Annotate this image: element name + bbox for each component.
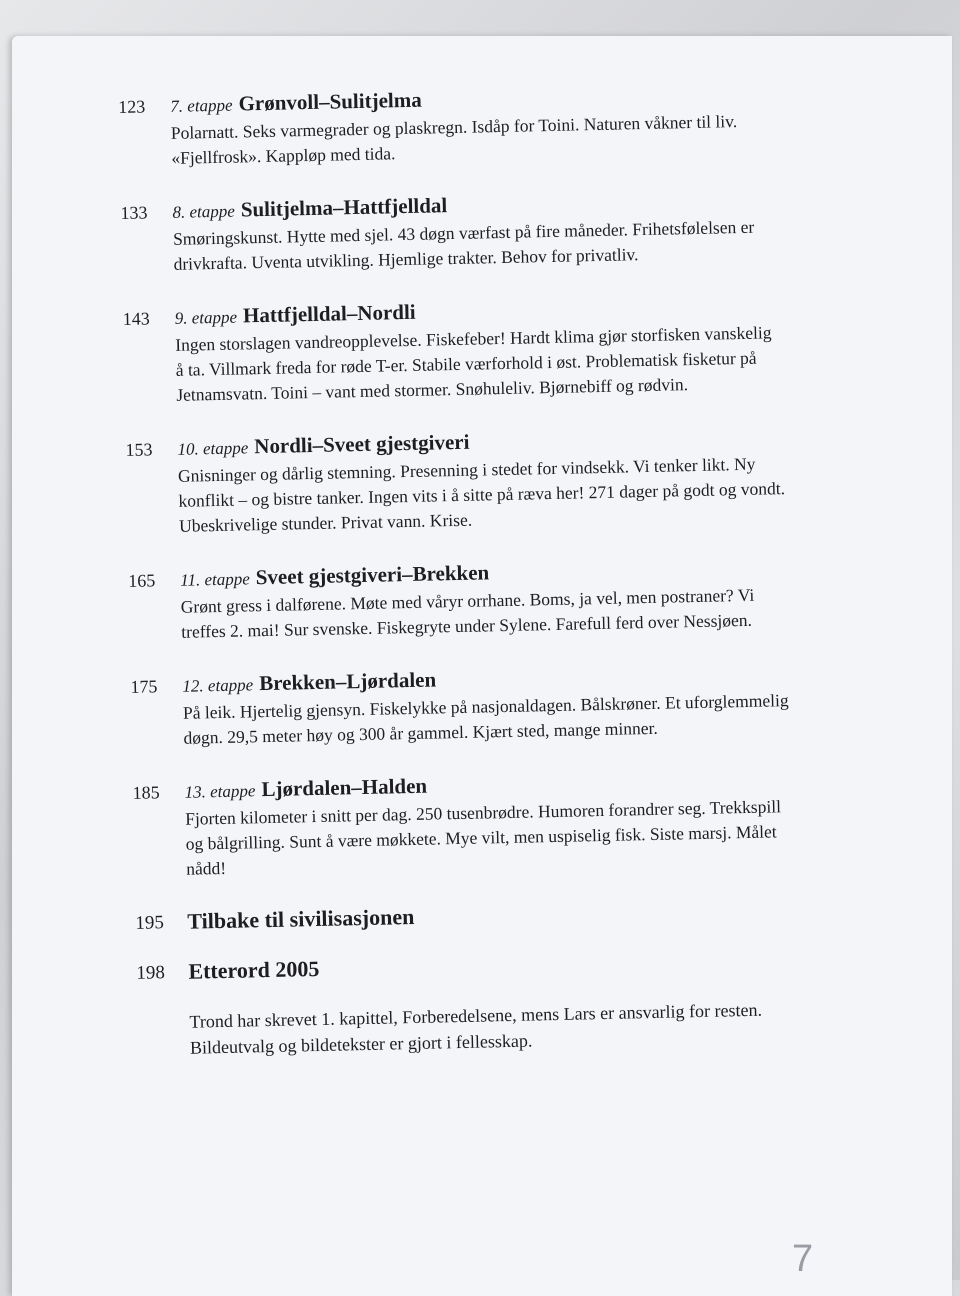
stage-label: 8. etappe [172, 201, 236, 222]
stage-description: Grønt gress i dalførene. Møte med våryr orrhane. Boms, ja vel, men postraner? Vi treffes 2. mai! Sur svenske. Fiskegryte under Sylene. Farefull ferd over Nessjøen. [180, 584, 755, 642]
toc-page-number: 143 [122, 308, 150, 329]
stage-title: Sulitjelma–Hattfjelldal [240, 193, 448, 222]
toc-entry-afterword [136, 946, 796, 986]
toc-heading [187, 896, 795, 935]
stage-description: Gnisninger og dårlig stemning. Presenning i stedet for vindsekk. Vi tenker likt. Ny konflikt – og bistre tanker. Ingen vits i å sitte på ræva her! 271 dager på godt og vondt. Ubeskrivelige stunder. Privat vann. Krise. [177, 453, 786, 536]
stage-label: 10. etappe [177, 438, 249, 459]
toc-page-number: 198 [136, 962, 166, 984]
stage-label: 7. etappe [170, 95, 233, 116]
stage-label: 11. etappe [180, 569, 250, 590]
stage-label: 12. etappe [182, 675, 254, 696]
stage-label: 9. etappe [174, 307, 238, 328]
toc-entry-stage-13 [132, 765, 794, 883]
section-title: Tilbake til sivilisasjonen [187, 903, 415, 934]
authorship-note: Trond har skrevet 1. kapittel, Forberedelsene, mens Lars er ansvarlig for resten. Bildeutvalg og bildetekster er gjort i fellesskap. [189, 999, 763, 1058]
toc-entry-stage-7 [118, 79, 780, 172]
stage-description: På leik. Hjertelig gjensyn. Fiskelykke på nasjonaldagen. Bålskrøner. Et uforglemmelig døgn. 29,5 meter høy og 300 år gammel. Kjært sted, mange minner. [182, 690, 789, 748]
toc-page-number: 123 [118, 96, 146, 117]
toc-entry-stage-11 [128, 553, 790, 646]
toc-page-number: 165 [128, 570, 156, 591]
table-of-contents [118, 79, 798, 1062]
stage-description: Smøringskunst. Hytte med sjel. 43 døgn værfast på fire måneder. Frihetsfølelsen er drivkrafta. Uventa utvikling. Hjemlige trakter. Behov for privatliv. [172, 216, 755, 274]
toc-entry-stage-8 [120, 185, 782, 278]
page-number: 7 [792, 1238, 814, 1280]
stage-title: Sveet gjestgiveri–Brekken [255, 560, 490, 590]
section-title: Etterord 2005 [188, 955, 320, 984]
toc-page-number: 175 [130, 676, 158, 697]
stage-label: 13. etappe [184, 781, 256, 802]
stage-description: Ingen storslagen vandreopplevelse. Fiskefeber! Hardt klima gjør storfisken vanskelig å ta. Villmark freda for røde T-er. Stabile værforhold i øst. Problematisk fisketur på Jetnamsvatn. Toini – vant med stormer. Snøhuleliv. Bjørnebiff og rødvin. [175, 322, 772, 405]
toc-entry-stage-9 [122, 291, 784, 409]
stage-description: Polarnatt. Seks varmegrader og plaskregn. Isdåp for Toini. Naturen våkner til liv. «Fjellfrosk». Kappløp med tida. [170, 111, 738, 168]
toc-page-number: 195 [135, 912, 165, 934]
toc-page-number: 133 [120, 202, 148, 223]
stage-description: Fjorten kilometer i snitt per dag. 250 tusenbrødre. Humoren forandrer seg. Trekkspill og bålgrilling. Sunt å være møkkete. Mye vilt, men uspiselig fisk. Siste marsj. Målet nådd! [185, 796, 782, 879]
toc-entry-stage-12 [130, 659, 792, 752]
stage-title: Ljørdalen–Halden [261, 773, 428, 802]
toc-entry-return [135, 896, 795, 936]
stage-title: Grønvoll–Sulitjelma [238, 87, 422, 116]
stage-title: Hattfjelldal–Nordli [242, 299, 416, 328]
toc-page-number: 185 [132, 782, 160, 803]
stage-title: Nordli–Sveet gjestgiveri [254, 429, 470, 459]
toc-entry-stage-10 [125, 422, 787, 540]
toc-page-number: 153 [125, 439, 153, 460]
toc-heading [188, 946, 796, 985]
stage-title: Brekken–Ljørdalen [258, 667, 437, 696]
